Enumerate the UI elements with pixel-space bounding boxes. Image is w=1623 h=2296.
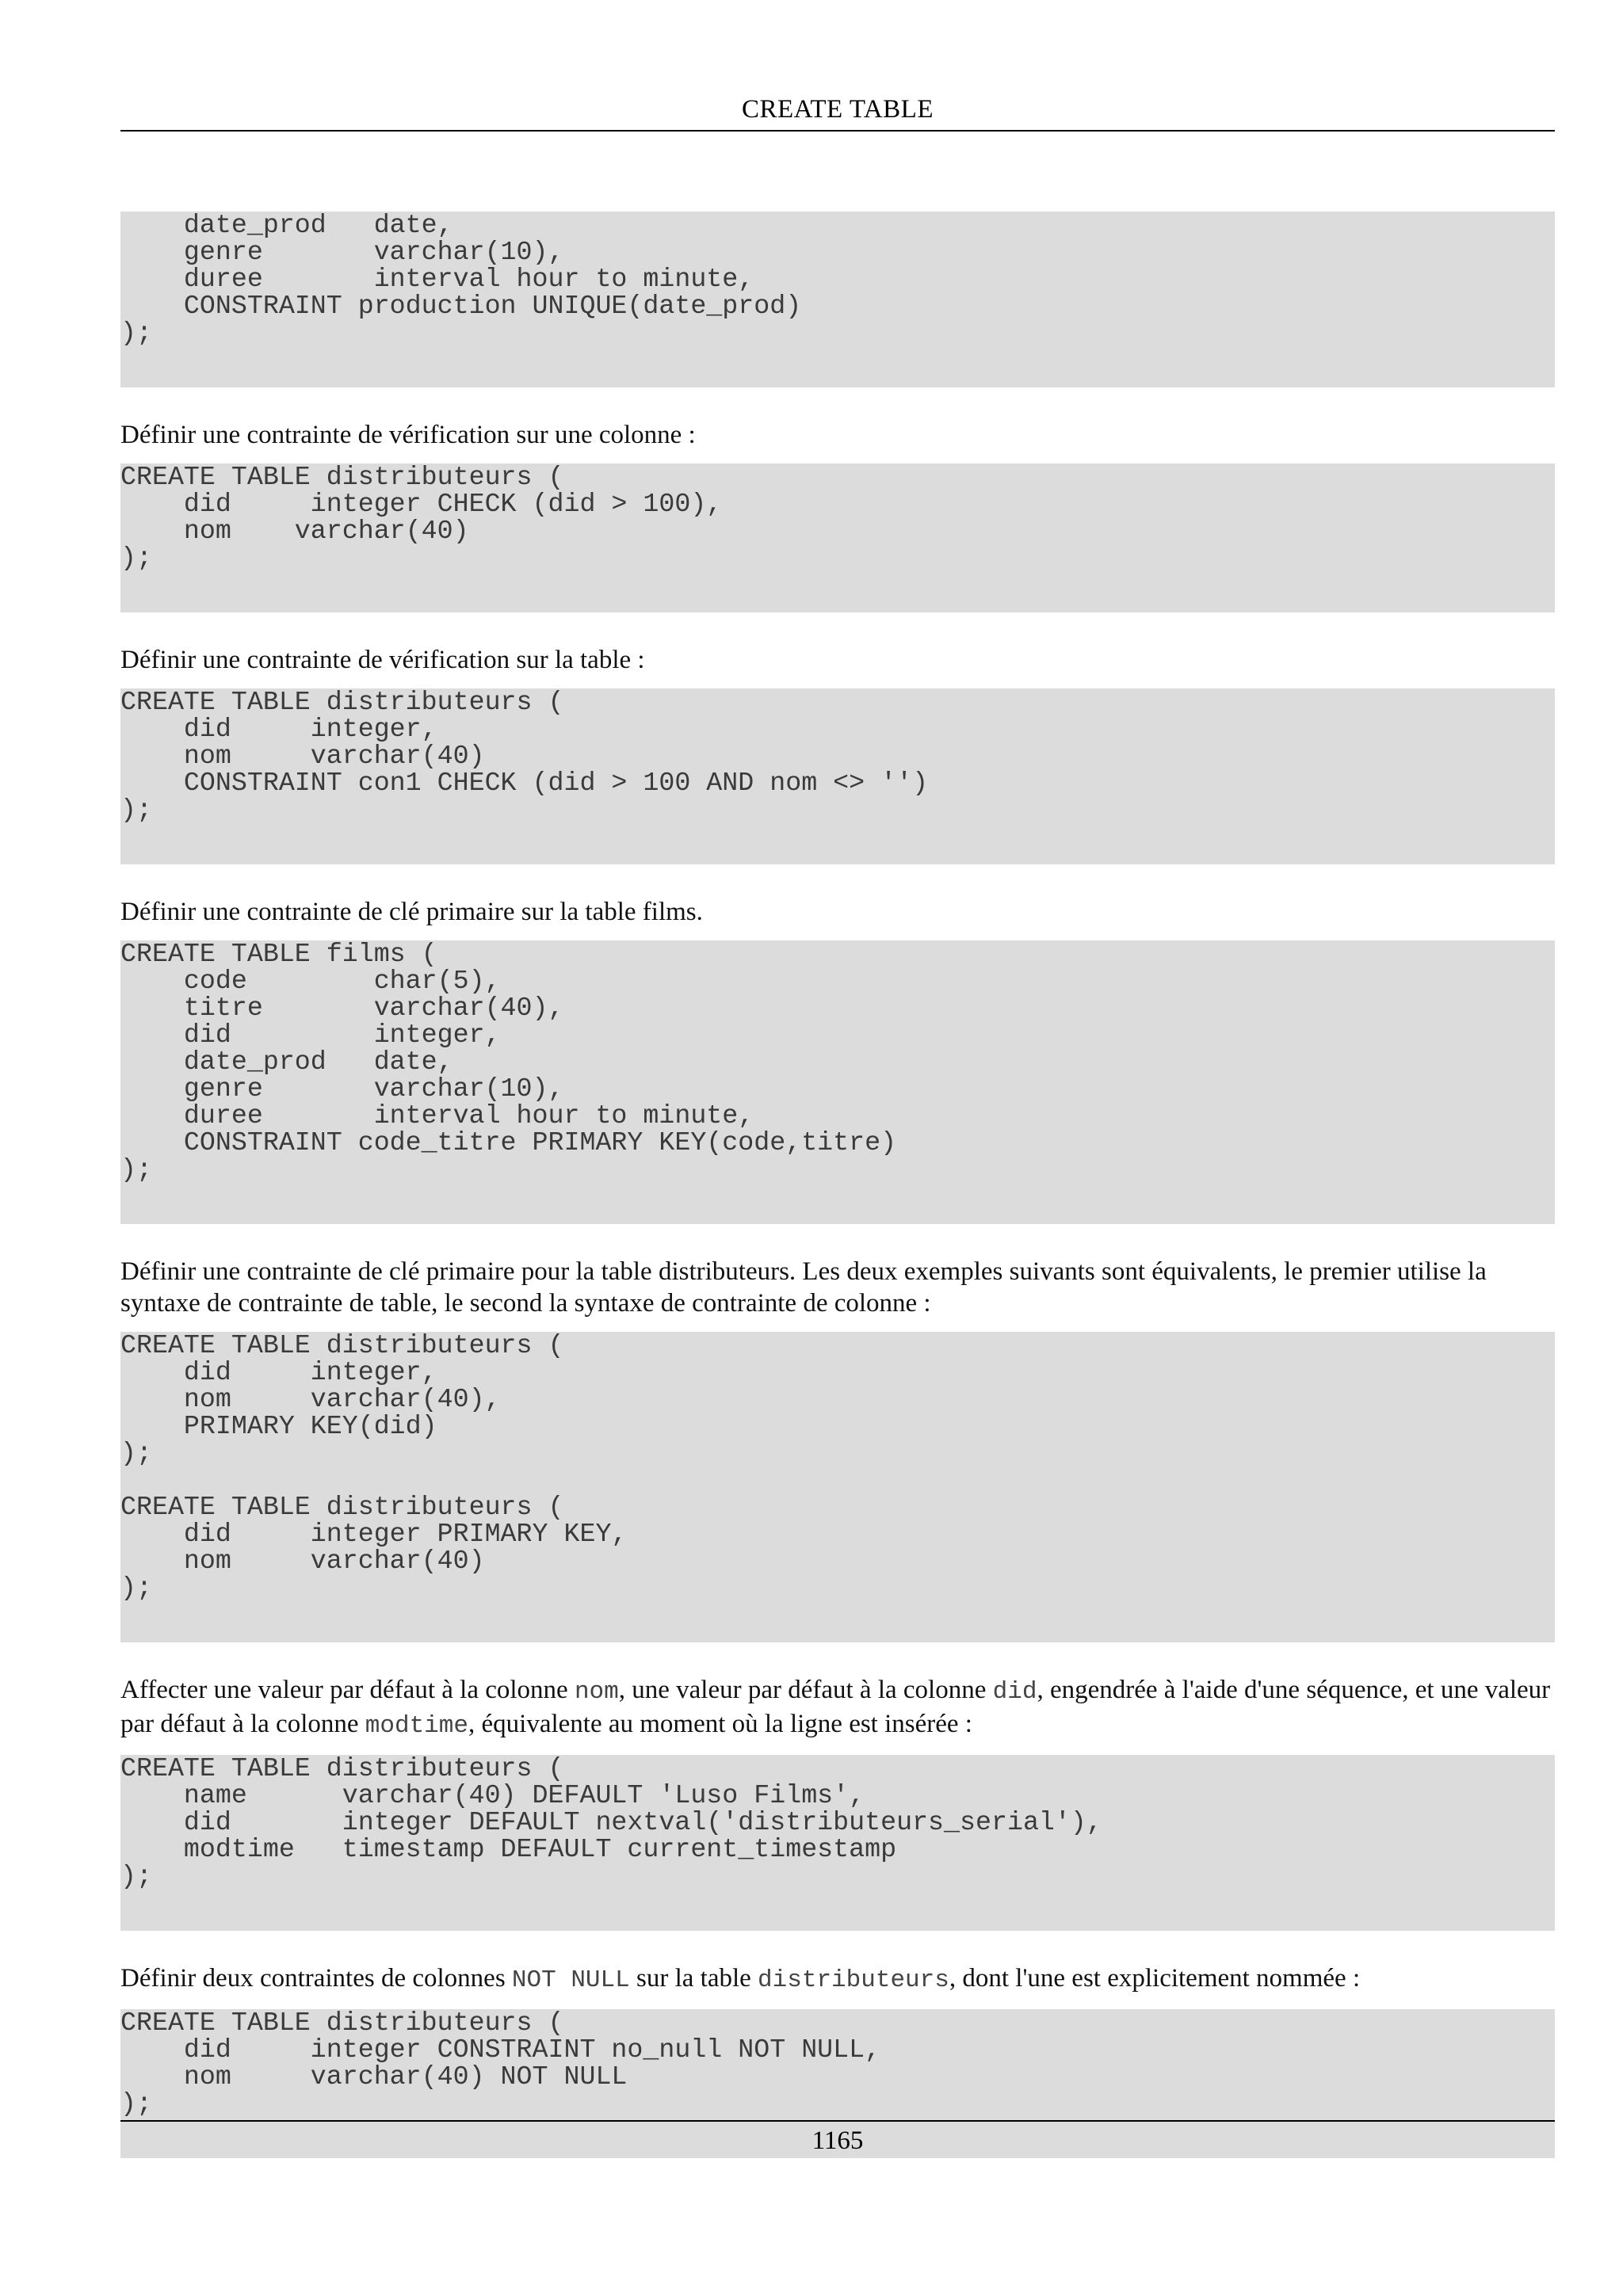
paragraph-6-text-4: , équivalente au moment où la ligne est insérée : [468, 1710, 972, 1738]
page-number: 1165 [812, 2126, 864, 2155]
page-content [120, 212, 1555, 2158]
paragraph-7-text-3: , dont l'une est explicitement nommée : [949, 1964, 1361, 1993]
paragraph-7-text-2: sur la table [629, 1964, 758, 1993]
code-block-7: CREATE TABLE distributeurs ( did integer CONSTRAINT no_null NOT NULL, nom varchar(40) NOT NULL ); [120, 2009, 1555, 2158]
paragraph-4: Définir une contrainte de clé primaire sur la table films. [120, 898, 703, 926]
paragraph-7 [120, 1931, 1555, 2009]
paragraph-2: Définir une contrainte de vérification sur une colonne : [120, 421, 696, 449]
inline-code-not-null: NOT NULL [511, 1966, 630, 1994]
paragraph-6-text-3: , engendrée à l'aide d'une séquence, et une valeur par défaut à la colonne [120, 1676, 1551, 1738]
paragraph-6-text-2: , une valeur par défaut à la colonne [618, 1676, 993, 1704]
page-header-title: CREATE TABLE [742, 95, 934, 124]
paragraph-5: Définir une contrainte de clé primaire pour la table distributeurs. Les deux exemples suivants sont équivalents, le premier utilise la syntaxe de contrainte de table, le second la syntaxe de contrainte de colonne : [120, 1257, 1487, 1318]
paragraph-7-text-1: Définir deux contraintes de colonnes [120, 1964, 512, 1993]
page-header [120, 89, 1555, 132]
code-block-3: CREATE TABLE distributeurs ( did integer, nom varchar(40) CONSTRAINT con1 CHECK (did > 100 AND nom <> '') ); [120, 688, 1555, 864]
inline-code-modtime: modtime [365, 1712, 468, 1740]
code-block-1: date_prod date, genre varchar(10), duree interval hour to minute, CONSTRAINT production UNIQUE(date_prod) ); [120, 212, 1555, 387]
code-block-4: CREATE TABLE films ( code char(5), titre varchar(40), did integer, date_prod date, genre varchar(10), duree interval hour to minute, CONSTRAINT code_titre PRIMARY KEY(code,titre) ); [120, 940, 1555, 1224]
inline-code-distributeurs: distributeurs [758, 1966, 949, 1994]
page-footer [120, 2120, 1555, 2158]
paragraph-6-text-1: Affecter une valeur par défaut à la colonne [120, 1676, 575, 1704]
paragraph-3: Définir une contrainte de vérification sur la table : [120, 646, 645, 674]
paragraph-6 [120, 1642, 1555, 1755]
inline-code-did: did [992, 1678, 1037, 1706]
code-block-5: CREATE TABLE distributeurs ( did integer, nom varchar(40), PRIMARY KEY(did) ); CREATE TABLE distributeurs ( did integer PRIMARY KEY, nom varchar(40) ); [120, 1332, 1555, 1642]
inline-code-nom: nom [574, 1678, 619, 1706]
code-block-6: CREATE TABLE distributeurs ( name varchar(40) DEFAULT 'Luso Films', did integer DEFAULT nextval('distributeurs_serial'), modtime timestamp DEFAULT current_timestamp ); [120, 1755, 1555, 1931]
code-block-2: CREATE TABLE distributeurs ( did integer CHECK (did > 100), nom varchar(40) ); [120, 463, 1555, 612]
